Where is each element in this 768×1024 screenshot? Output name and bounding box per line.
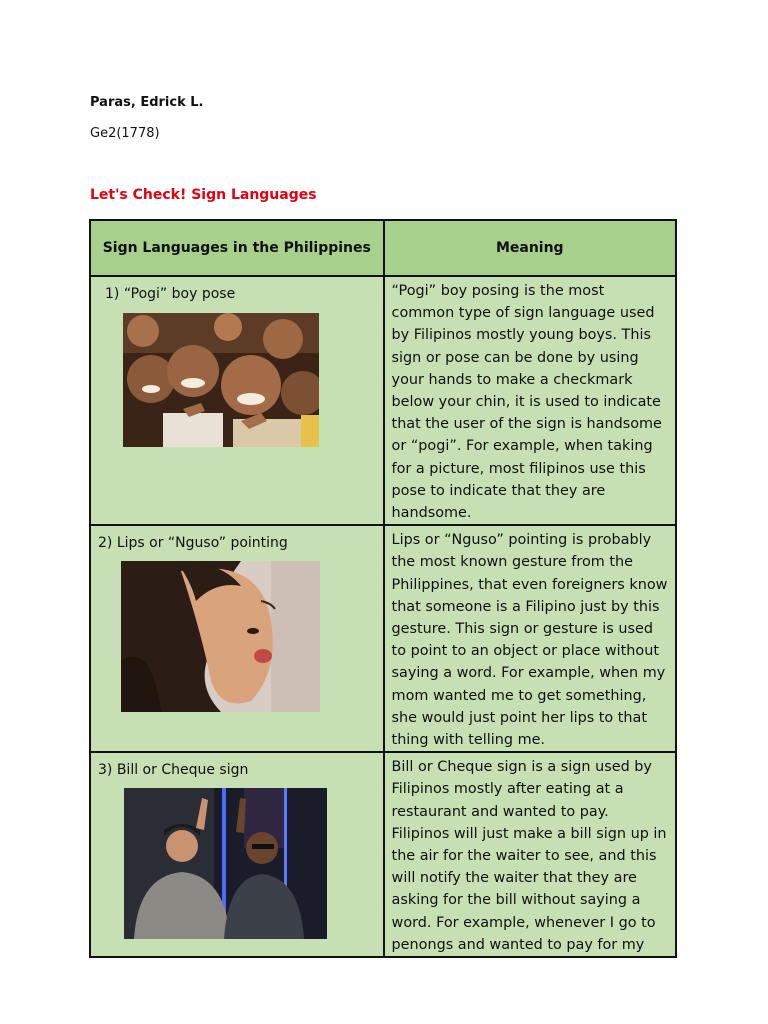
sign-label: 1) “Pogi” boy pose bbox=[105, 286, 236, 302]
sign-language-table bbox=[89, 219, 677, 958]
meaning-text: Lips or “Nguso” pointing is probably the most known gesture from the Philippines, that even foreigners know that someone is a Filipino just by this gesture. This sign or gesture is used to point to an object or place without saying a word. For example, when my mom wanted me to get something, she would just point her lips to that thing with telling me. bbox=[391, 532, 668, 749]
meaning-text: “Pogi” boy posing is the most common type of sign language used by Filipinos mostly young boys. This sign or pose can be done by using your hands to make a checkmark below your chin, it is used to indicate that the user of the sign is handsome or “pogi”. For example, when taking for a picture, most filipinos use this pose to indicate that they are handsome. bbox=[391, 283, 662, 522]
column-header-meaning: Meaning bbox=[384, 220, 676, 276]
meaning-cell bbox=[384, 752, 676, 957]
nguso-pointing-photo bbox=[121, 561, 320, 712]
sign-label: 2) Lips or “Nguso” pointing bbox=[98, 535, 288, 552]
table-header-row bbox=[90, 220, 676, 276]
sign-cell bbox=[90, 752, 384, 957]
meaning-text: Bill or Cheque sign is a sign used by Filipinos mostly after eating at a restaurant and wanted to pay. Filipinos will just make a bill sign up in the air for the waiter to see, and this will notify the waiter that they are asking for the bill without saying a word. For example, whenever I go to penongs and wanted to pay for my bbox=[391, 759, 667, 953]
sign-cell bbox=[90, 525, 384, 752]
sign-label: 3) Bill or Cheque sign bbox=[98, 762, 249, 779]
sign-cell bbox=[90, 276, 384, 525]
meaning-cell bbox=[384, 276, 676, 525]
table-row bbox=[90, 525, 676, 752]
meaning-cell bbox=[384, 525, 676, 752]
pogi-pose-photo bbox=[123, 313, 319, 447]
course-code: Ge2(1778) bbox=[90, 126, 160, 141]
author-name: Paras, Edrick L. bbox=[90, 95, 204, 110]
section-heading: Let's Check! Sign Languages bbox=[90, 187, 317, 203]
table-row bbox=[90, 276, 676, 525]
column-header-sign: Sign Languages in the Philippines bbox=[90, 220, 384, 276]
bill-sign-photo bbox=[124, 788, 327, 939]
table-row bbox=[90, 752, 676, 957]
